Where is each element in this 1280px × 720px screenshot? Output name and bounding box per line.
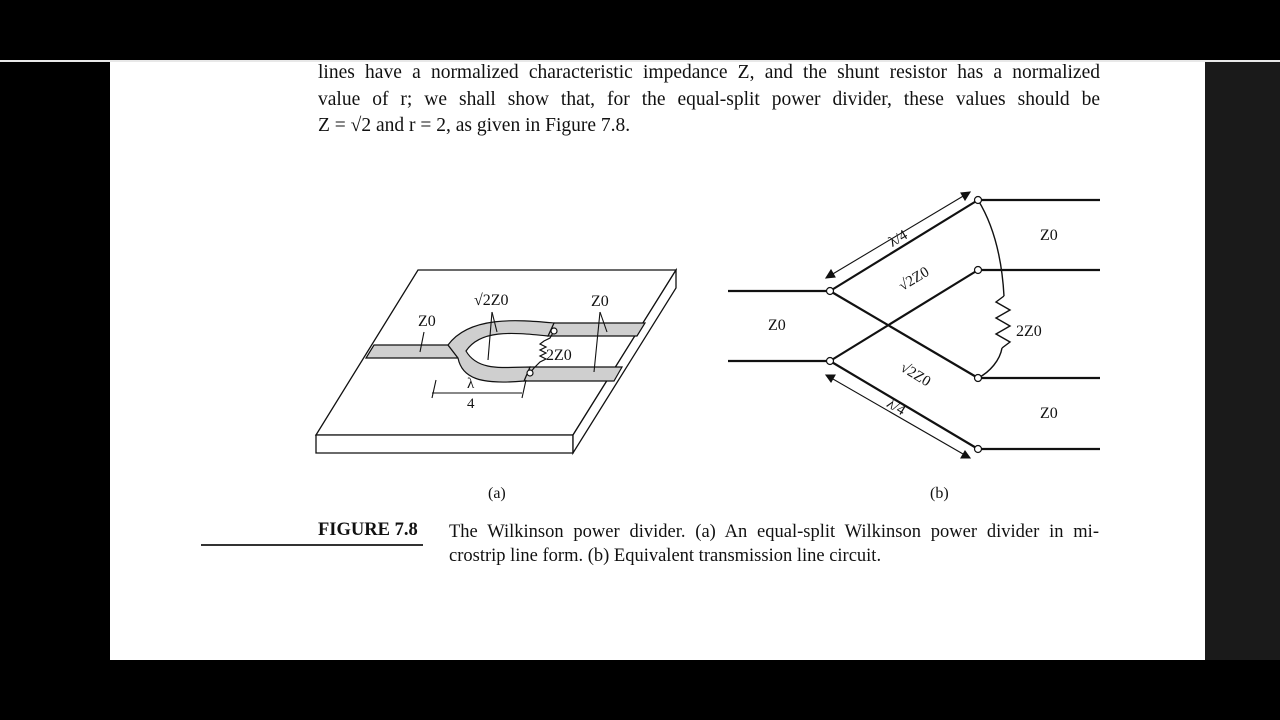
figure-caption-text <box>449 520 1099 568</box>
label-z0-b-out-top: Z0 <box>1040 227 1058 244</box>
label-z0-b-in: Z0 <box>768 317 786 334</box>
paragraph-line-2: value of r; we shall show that, for the equal-split power divider, these values should be <box>318 88 1100 110</box>
caption-line-2: crostrip line form. (b) Equivalent transmission line circuit. <box>449 546 882 566</box>
label-2z0-b: 2Z0 <box>1016 323 1042 340</box>
label-sqrt2z0-a: √2Z0 <box>474 292 509 309</box>
caption-line-1: The Wilkinson power divider. (a) An equal-split Wilkinson power divider in mi- <box>449 522 1099 542</box>
caption-rule <box>201 544 423 546</box>
paragraph-line-1: lines have a normalized characteristic impedance Z, and the shunt resistor has a normalized <box>318 62 1100 83</box>
label-z0-a-right: Z0 <box>591 293 609 310</box>
label-lambda-a: λ <box>467 376 475 392</box>
figure-caption-label: FIGURE 7.8 <box>318 520 418 540</box>
label-2z0-a: 2Z0 <box>546 347 572 364</box>
label-lambda4-bottom: λ/4 <box>883 395 909 420</box>
sublabel-b: (b) <box>930 485 949 502</box>
label-lambda4-top: λ/4 <box>886 227 911 251</box>
label-z0-b-out-bottom: Z0 <box>1040 405 1058 422</box>
label-four-a: 4 <box>467 396 475 412</box>
label-sqrt2z0-bottom: √2Z0 <box>897 359 934 391</box>
label-z0-a-left: Z0 <box>418 313 436 330</box>
sublabel-a: (a) <box>488 485 506 502</box>
paragraph-line-3: Z = √2 and r = 2, as given in Figure 7.8. <box>318 115 631 136</box>
resistor-b <box>978 200 1010 378</box>
label-sqrt2z0-top: √2Z0 <box>896 264 933 295</box>
